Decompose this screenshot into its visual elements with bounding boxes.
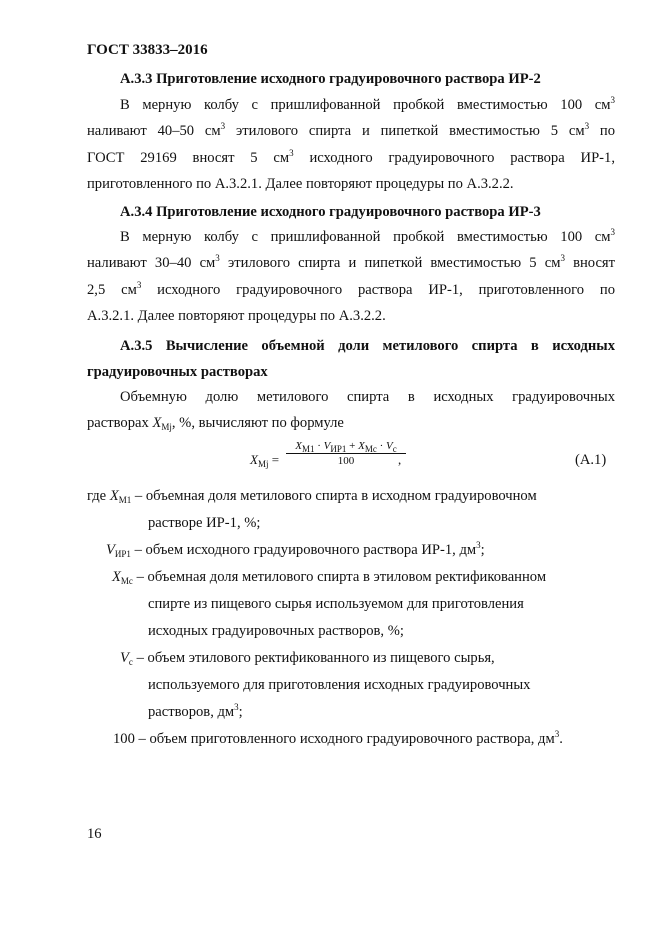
paragraph-a34 <box>87 224 615 330</box>
formula-numerator: $X_{M1} \cdot V_{ИР1} + X_{Mc} \cdot V_c$ <box>286 440 406 454</box>
where-v-c-cont-2: растворов, $дм^3$; <box>148 702 243 720</box>
paragraph-a33 <box>87 92 615 198</box>
where-v-c: $V_c$ – объем этилового ректификованного из пищевого сырья, <box>120 650 495 667</box>
a35-line-1: Объемную долю метилового спирта в исходных градуировочных <box>120 389 615 405</box>
a33-line-2: наливают 40–50 $см^3$ этилового спирта и пипеткой вместимостью 5 $см^3$ по <box>87 121 616 140</box>
where-hundred: 100 – объем приготовленного исходного градуировочного раствора, $дм^3$. <box>113 729 563 747</box>
a33-line-3: ГОСТ 29169 вносят 5 $см^3$ исходного градуировочного раствора ИР-1, <box>87 147 615 166</box>
a34-line-1: В мерную колбу с пришлифованной пробкой вместимостью 100 $см^3$ <box>120 227 615 245</box>
where-x-mc-cont-2: исходных градуировочных растворов, %; <box>148 623 404 639</box>
where-v-c-cont-1: используемого для приготовления исходных градуировочных <box>148 677 531 693</box>
a35-line-2: растворах $X_{Mj}$, %, вычисляют по формуле <box>87 415 344 433</box>
where-x-mc-cont-1: спирте из пищевого сырья используемом для приготовления <box>148 596 524 612</box>
heading-a34: А.3.4 Приготовление исходного градуировочного раствора ИР-3 <box>120 204 541 220</box>
formula-comma: , <box>398 452 402 467</box>
a34-line-3: 2,5 $см^3$ исходного градуировочного раствора ИР-1, приготовленного по <box>87 279 615 298</box>
a34-line-4: А.3.2.1. Далее повторяют процедуры по А.3.2.2. <box>87 308 386 325</box>
where-x-mc: $X_{Mc}$ – объемная доля метилового спирта в этиловом ректификованном <box>112 569 547 586</box>
formula-denominator: 100 <box>337 455 355 467</box>
a33-line-4: приготовленного по А.3.2.1. Далее повторяют процедуры по А.3.2.2. <box>87 176 514 193</box>
a33-line-1: В мерную колбу с пришлифованной пробкой вместимостью 100 $см^3$ <box>120 95 615 113</box>
page-number: 16 <box>87 826 102 842</box>
document-code: ГОСТ 33833–2016 <box>87 42 208 58</box>
formula-a1 <box>250 440 410 480</box>
heading-a35: А.3.5 Вычисление объемной доли метилового спирта в исходных градуировочных растворах <box>87 338 615 380</box>
where-x-m1: где $X_{M1}$ – объемная доля метилового спирта в исходном градуировочном <box>87 488 537 505</box>
equation-number: (А.1) <box>575 452 607 468</box>
where-v-ir1: $V_{ИР1}$ – объем исходного градуировочного раствора ИР-1, $дм^3$; <box>106 540 485 559</box>
heading-a33: А.3.3 Приготовление исходного градуировочного раствора ИР-2 <box>120 71 541 87</box>
formula-lhs: $X_{Mj}$ = <box>250 452 280 469</box>
a34-line-2: наливают 30–40 $см^3$ этилового спирта и пипеткой вместимостью 5 $см^3$ вносят <box>87 253 616 272</box>
formula-fraction <box>286 440 406 467</box>
paragraph-a35 <box>87 384 615 437</box>
where-x-m1-cont: растворе ИР-1, %; <box>148 515 261 531</box>
